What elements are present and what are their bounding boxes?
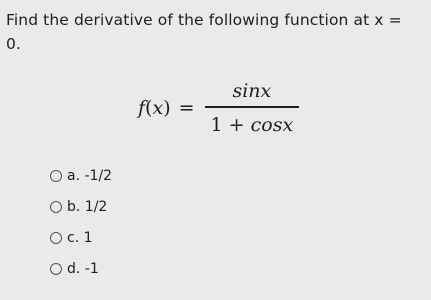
radio-a[interactable] — [50, 170, 62, 182]
option-d-label: d. -1 — [67, 261, 99, 277]
option-a[interactable] — [50, 166, 112, 186]
formula-variable: x — [152, 97, 164, 120]
formula-equals: = — [178, 97, 195, 120]
option-c-label: c. 1 — [67, 230, 93, 246]
question-line-2: 0. — [6, 35, 21, 53]
formula-denominator-term: cosx — [250, 113, 294, 136]
formula-numerator: sinx — [232, 80, 272, 102]
option-b[interactable] — [50, 197, 107, 217]
formula-lhs: f(x) — [138, 97, 171, 120]
option-b-label: b. 1/2 — [67, 199, 108, 215]
question-text — [6, 8, 429, 56]
option-a-label: a. -1/2 — [67, 168, 113, 184]
function-formula — [138, 80, 299, 137]
formula-function-name: f — [138, 97, 146, 120]
radio-b[interactable] — [50, 201, 62, 213]
option-d[interactable] — [50, 259, 99, 279]
formula-fraction — [205, 80, 300, 137]
radio-c[interactable] — [50, 232, 62, 244]
formula-denominator-constant: 1 + — [210, 113, 251, 136]
radio-d[interactable] — [50, 263, 62, 275]
question-line-1: Find the derivative of the following function at x = — [6, 11, 402, 29]
option-c[interactable] — [50, 228, 93, 248]
formula-denominator — [205, 108, 300, 137]
